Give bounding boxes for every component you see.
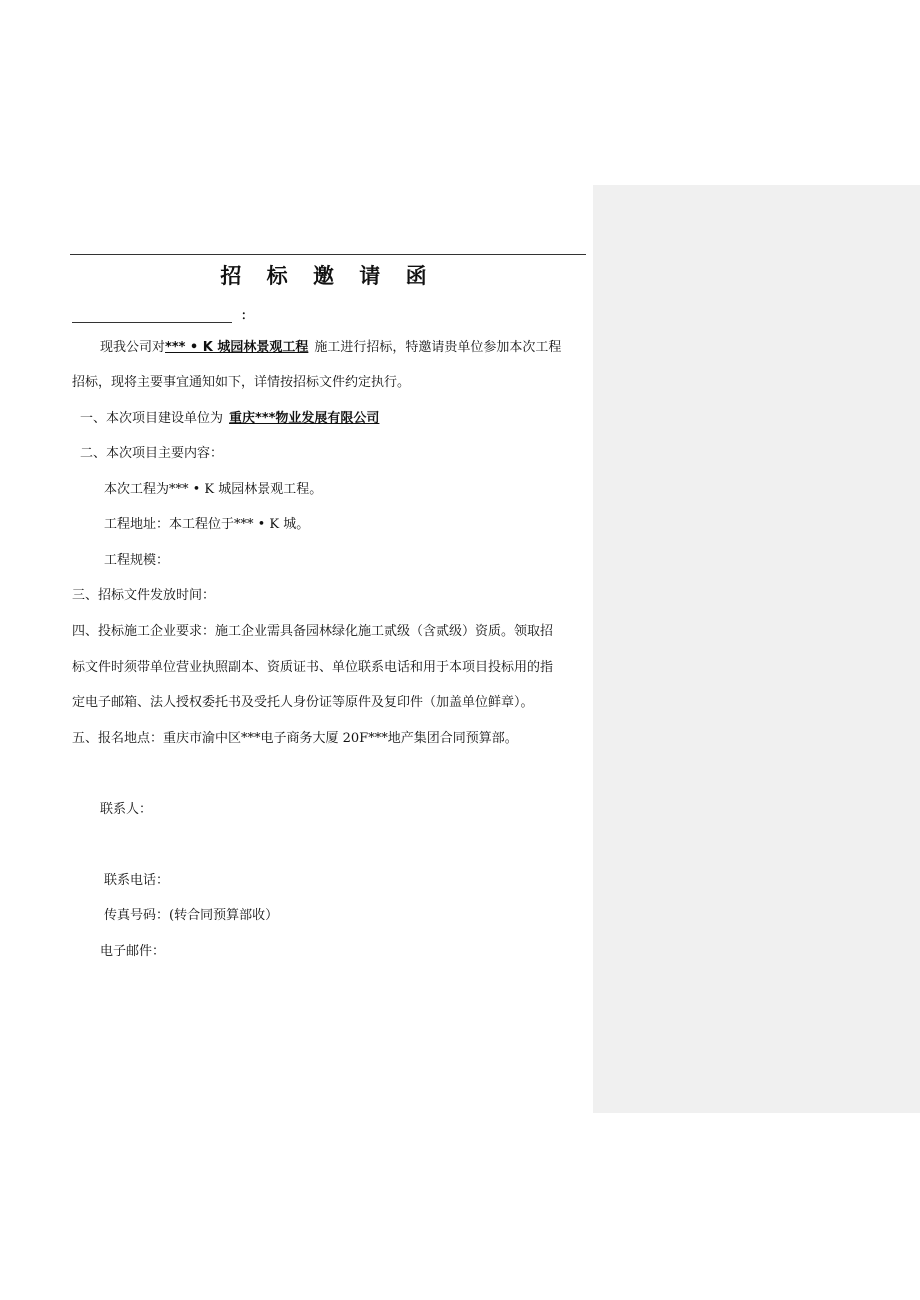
document-title: 招 标 邀 请 函 <box>220 264 436 288</box>
header-rule <box>70 254 586 255</box>
intro-line-1 <box>100 339 561 357</box>
contact-person: 联系人： <box>100 802 153 817</box>
builder-company: 重庆***物业发展有限公司 <box>229 411 380 426</box>
addressee-colon: ： <box>241 308 254 322</box>
contact-phone: 联系电话： <box>104 873 170 888</box>
section-2-scale: 工程规模： <box>104 553 170 568</box>
section-4-line-2: 标文件时须带单位营业执照副本、资质证书、单位联系电话和用于本项目投标用的指 <box>72 660 554 675</box>
section-2-address: 工程地址：本工程位于*** • K 城。 <box>104 517 310 532</box>
section-5: 五、报名地点：重庆市渝中区***电子商务大厦 20F***地产集团合同预算部。 <box>72 731 518 746</box>
section-1-prefix: 一、本次项目建设单位为 <box>80 411 224 426</box>
intro-line-2: 招标，现将主要事宜通知如下，详情按招标文件约定执行。 <box>72 375 411 390</box>
intro-project-name: *** • K 城园林景观工程 <box>165 340 309 355</box>
section-4-line-3: 定电子邮箱、法人授权委托书及受托人身份证等原件及复印件（加盖单位鲜章）。 <box>72 695 534 710</box>
intro-suffix: 施工进行招标，特邀请贵单位参加本次工程 <box>314 340 562 355</box>
comment-margin-pane <box>593 185 920 1113</box>
section-3: 三、招标文件发放时间： <box>72 588 216 603</box>
addressee-line <box>72 304 253 320</box>
intro-prefix: 现我公司对 <box>100 340 166 355</box>
section-2-heading: 二、本次项目主要内容： <box>80 446 224 461</box>
section-2-project: 本次工程为*** • K 城园林景观工程。 <box>104 482 323 497</box>
section-1 <box>80 410 379 428</box>
addressee-blank <box>72 308 232 323</box>
contact-email: 电子邮件： <box>100 944 166 959</box>
section-4-line-1: 四、投标施工企业要求：施工企业需具备园林绿化施工贰级（含贰级）资质。领取招 <box>72 624 554 639</box>
contact-fax: 传真号码：(转合同预算部收） <box>104 908 279 923</box>
